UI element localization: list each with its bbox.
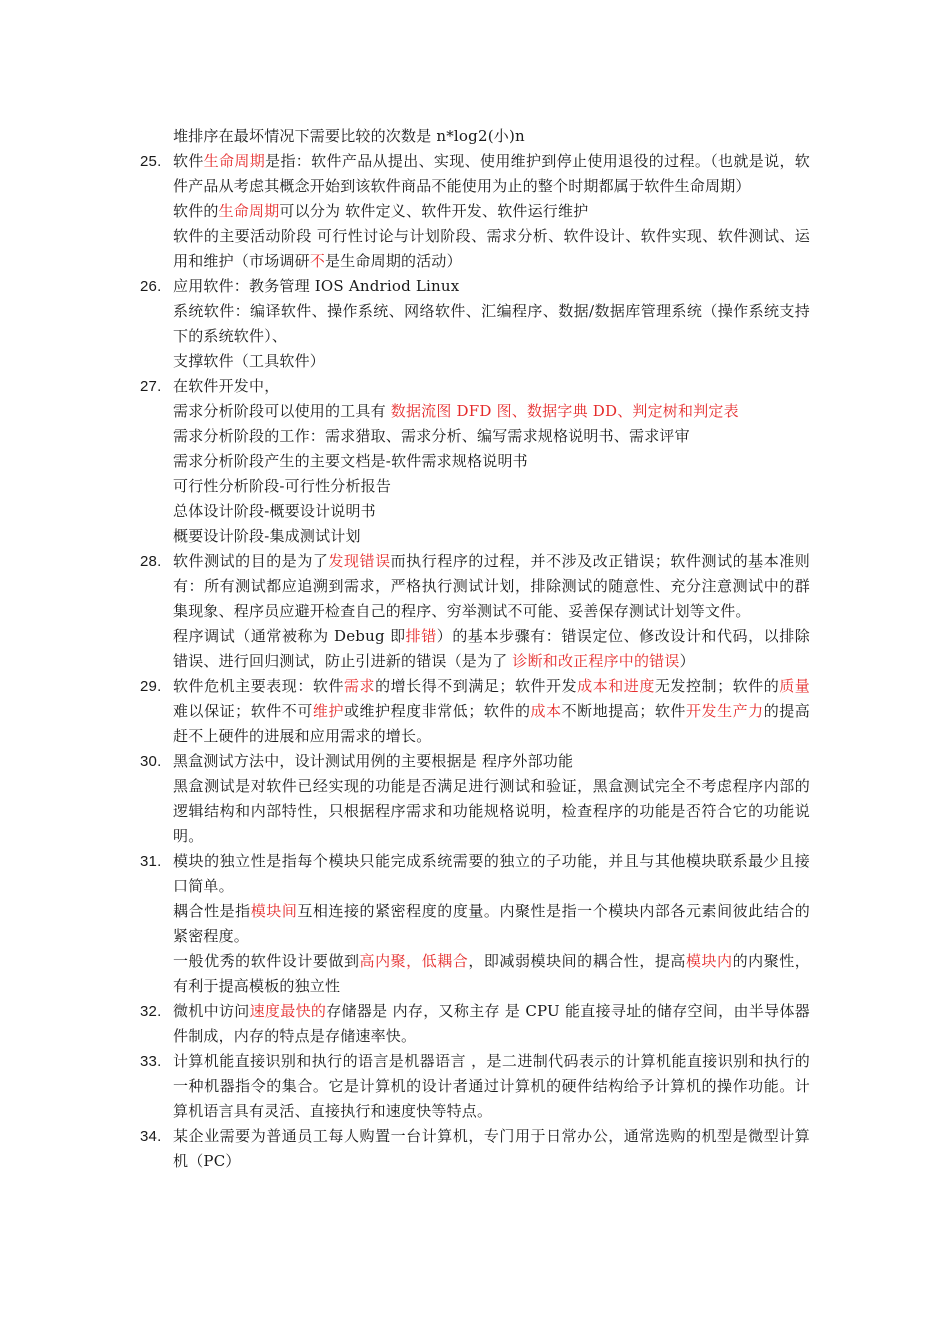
body-text: 软件的主要活动阶段 可行性讨论与计划阶段、需求分析、软件设计、软件实现、软件测试、运用和维护（市场调研 (173, 227, 810, 270)
body-text: 无发控制；软件的 (654, 677, 780, 695)
body-text: ，即减弱模块间的耦合性，提高 (468, 952, 686, 970)
highlight-text: 维护 (312, 702, 344, 720)
body-text: 可以分为 软件定义、软件开发、软件运行维护 (279, 202, 589, 220)
body-text: ）的基本步骤有：错误定位、修改设计和代码，以排除错误、进行回归测试，防止引进新的错误（是为了 (173, 627, 810, 670)
numbered-item (140, 374, 810, 399)
highlight-text: 模块间 (250, 902, 298, 920)
body-text: 计算机能直接识别和执行的语言是机器语言 ，是二进制代码表示的计算机能直接识别和执行的一种机器指令的集合。它是计算机的设计者通过计算机的硬件结构给予计算机的操作功能。计算机语言具有灵活、直接执行和速度快等特点。 (173, 1052, 810, 1120)
body-text: 在软件开发中， (173, 377, 280, 395)
paragraph (140, 899, 810, 949)
highlight-text: 不 (309, 252, 326, 270)
highlight-text: 模块内 (685, 952, 733, 970)
highlight-text: 成本和进度 (577, 677, 655, 695)
paragraph (140, 224, 810, 274)
item-number: 34. (140, 1128, 162, 1145)
body-text: 是指：软件产品从提出、实现、使用维护到停止使用退役的过程。（也就是说，软件产品从考虑其概念开始到该软件商品不能使用为止的整个时期都属于软件生命周期） (173, 152, 810, 195)
numbered-item (140, 274, 810, 299)
body-text: 软件危机主要表现：软件 (173, 677, 344, 695)
document-body (140, 124, 810, 1174)
body-text: 的内聚性，有利于提高模板的独立性 (173, 952, 810, 995)
highlight-text: 质量 (779, 677, 810, 695)
highlight-text: 速度最快的 (249, 1002, 327, 1020)
paragraph (140, 399, 810, 424)
paragraph (140, 349, 810, 374)
paragraph (140, 524, 810, 549)
body-text: 可行性分析阶段-可行性分析报告 (173, 477, 392, 495)
body-text: 黑盒测试是对软件已经实现的功能是否满足进行测试和验证，黑盒测试完全不考虑程序内部的逻辑结构和内部特性，只根据程序需求和功能规格说明，检查程序的功能是否符合它的功能说明。 (173, 777, 810, 845)
paragraph (140, 124, 810, 149)
body-text: 存储器是 内存，又称主存 是 CPU 能直接寻址的储存空间，由半导体器件制成，内存的特点是存储速率快。 (173, 1002, 810, 1045)
item-number: 33. (140, 1053, 162, 1070)
body-text: 程序调试（通常被称为 Debug 即 (173, 627, 406, 645)
numbered-item (140, 1124, 810, 1174)
item-number: 28. (140, 553, 162, 570)
highlight-text: 生命周期 (203, 152, 266, 170)
body-text: 支撑软件（工具软件） (173, 352, 326, 370)
highlight-text: 排错 (405, 627, 437, 645)
body-text: 需求分析阶段的工作：需求猎取、需求分析、编写需求规格说明书、需求评审 (173, 427, 690, 445)
body-text: 某企业需要为普通员工每人购置一台计算机，专门用于日常办公，通常选购的机型是微型计算机（PC） (173, 1127, 810, 1170)
paragraph (140, 774, 810, 849)
body-text: 软件的 (173, 202, 219, 220)
item-number: 27. (140, 378, 162, 395)
numbered-item (140, 1049, 810, 1124)
highlight-text: 需求 (343, 677, 376, 695)
body-text: 系统软件：编译软件、操作系统、网络软件、汇编程序、数据/数据库管理系统（操作系统支持下的系统软件）、 (173, 302, 810, 345)
paragraph (140, 624, 810, 674)
numbered-item (140, 149, 810, 199)
body-text: 的增长得不到满足；软件开发 (375, 677, 578, 695)
body-text: 模块的独立性是指每个模块只能完成系统需要的独立的子功能，并且与其他模块联系最少且接口简单。 (173, 852, 810, 895)
body-text: 软件 (173, 152, 204, 170)
numbered-item (140, 549, 810, 624)
paragraph (140, 199, 810, 224)
highlight-text: 诊断和改正程序中的错误 (512, 652, 680, 670)
paragraph (140, 299, 810, 349)
paragraph (140, 449, 810, 474)
body-text: 堆排序在最坏情况下需要比较的次数是 n*log2(小)n (173, 127, 525, 145)
body-text: 概要设计阶段-集成测试计划 (173, 527, 361, 545)
body-text: 一般优秀的软件设计要做到 (173, 952, 360, 970)
highlight-text: 发现错误 (328, 552, 391, 570)
body-text: 是生命周期的活动） (325, 252, 462, 270)
item-number: 31. (140, 853, 162, 870)
body-text: 应用软件：教务管理 IOS Andriod Linux (173, 277, 460, 295)
highlight-text: 成本 (530, 702, 562, 720)
item-number: 29. (140, 678, 162, 695)
body-text: 需求分析阶段可以使用的工具有 (173, 402, 391, 420)
body-text: 或维护程度非常低；软件的 (344, 702, 531, 720)
numbered-item (140, 674, 810, 749)
item-number: 26. (140, 278, 162, 295)
highlight-text: 数据流图 DFD 图、数据字典 DD、判定树和判定表 (390, 402, 739, 420)
paragraph (140, 499, 810, 524)
item-number: 30. (140, 753, 162, 770)
body-text: 黑盒测试方法中，设计测试用例的主要根据是 程序外部功能 (173, 752, 574, 770)
body-text: 耦合性是指 (173, 902, 251, 920)
body-text: 微机中访问 (173, 1002, 250, 1020)
paragraph (140, 424, 810, 449)
body-text: 需求分析阶段产生的主要文档是-软件需求规格说明书 (173, 452, 528, 470)
item-number: 32. (140, 1003, 162, 1020)
paragraph (140, 949, 810, 999)
body-text: 而执行程序的过程，并不涉及改正错误；软件测试的基本准则有：所有测试都应追溯到需求，严格执行测试计划，排除测试的随意性、充分注意测试中的群集现象、程序员应避开检查自己的程序、穷举测试不可能、妥善保存测试计划等文件。 (173, 552, 810, 620)
highlight-text: 生命周期 (218, 202, 280, 220)
highlight-text: 高内聚，低耦合 (359, 952, 469, 970)
body-text: 软件测试的目的是为了 (173, 552, 329, 570)
item-number: 25. (140, 153, 162, 170)
body-text: 不断地提高；软件 (561, 702, 686, 720)
numbered-item (140, 999, 810, 1049)
body-text: 难以保证；软件不可 (173, 702, 313, 720)
body-text: 的提高赶不上硬件的进展和应用需求的增长。 (173, 702, 810, 745)
body-text: 总体设计阶段-概要设计说明书 (173, 502, 376, 520)
body-text: ） (679, 652, 695, 670)
highlight-text: 开发生产力 (685, 702, 764, 720)
body-text: 互相连接的紧密程度的度量。内聚性是指一个模块内部各元素间彼此结合的紧密程度。 (173, 902, 810, 945)
numbered-item (140, 849, 810, 899)
numbered-item (140, 749, 810, 774)
paragraph (140, 474, 810, 499)
